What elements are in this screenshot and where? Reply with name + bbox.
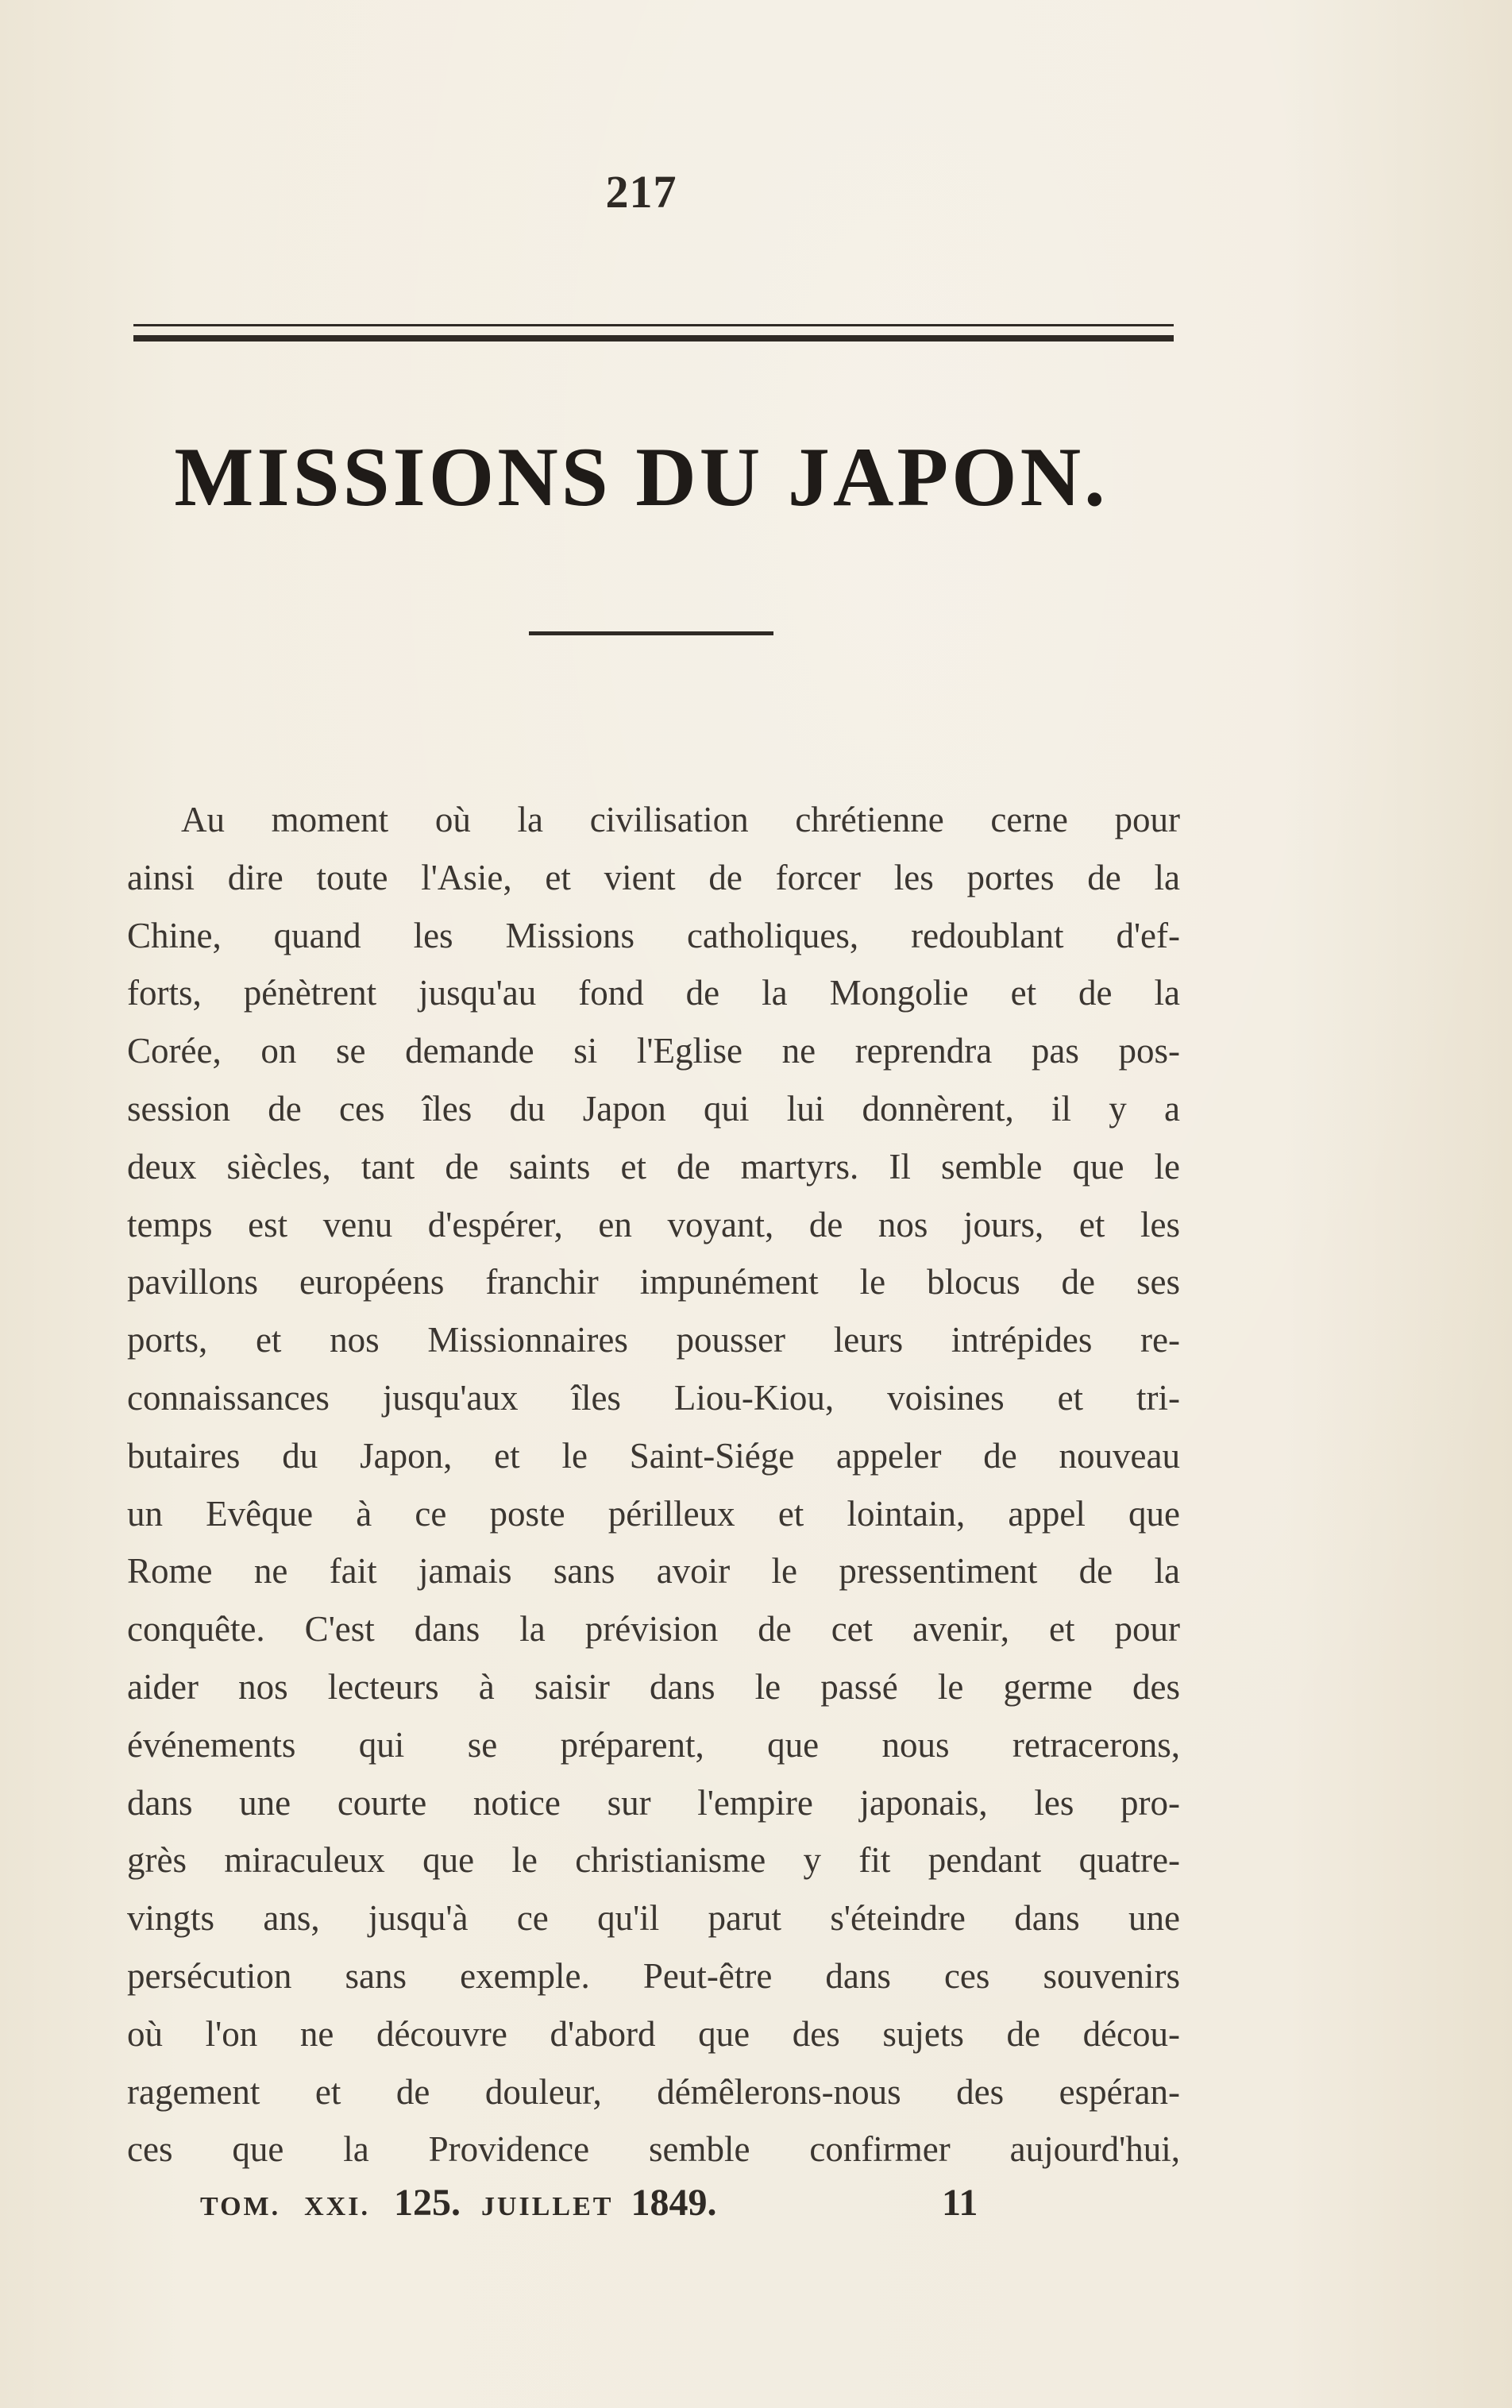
body-line: où l'on ne découvre d'abord que des sujets de décou- (127, 2013, 1180, 2054)
page-number: 217 (605, 166, 677, 218)
body-line: ces que la Providence semble confirmer aujourd'hui, (127, 2129, 1180, 2170)
body-line: session de ces îles du Japon qui lui donnèrent, il y a (127, 1088, 1180, 1129)
body-line: un Evêque à ce poste périlleux et lointain, appel que (127, 1493, 1180, 1534)
body-line: Corée, on se demande si l'Eglise ne reprendra pas pos- (127, 1031, 1180, 1071)
header-rule-thick (133, 335, 1174, 342)
body-line: connaissances jusqu'aux îles Liou-Kiou, voisines et tri- (127, 1377, 1180, 1418)
body-line: temps est venu d'espérer, en voyant, de nos jours, et les (127, 1204, 1180, 1245)
body-paragraph (127, 791, 1180, 2178)
footer-year: 1849. (631, 2182, 717, 2224)
body-line: Chine, quand les Missions catholiques, redoublant d'ef- (127, 915, 1180, 955)
body-line: ainsi dire toute l'Asie, et vient de forcer les portes de la (127, 857, 1180, 897)
page-footer (200, 2181, 994, 2225)
header-rule-thin (133, 324, 1174, 326)
chapter-title: MISSIONS DU JAPON. (174, 430, 1109, 523)
body-line: deux siècles, tant de saints et de martyrs. Il semble que le (127, 1146, 1180, 1187)
body-line: Au moment où la civilisation chrétienne cerne pour (181, 800, 1180, 839)
title-separator-rule (529, 631, 773, 635)
body-line: ports, et nos Missionnaires pousser leurs intrépides re- (127, 1320, 1180, 1360)
body-line: persécution sans exemple. Peut-être dans ces souvenirs (127, 1955, 1180, 1996)
body-line: forts, pénètrent jusqu'au fond de la Mongolie et de la (127, 973, 1180, 1013)
body-line: événements qui se préparent, que nous retracerons, (127, 1724, 1180, 1765)
footer-issue: 125. (393, 2182, 461, 2224)
body-line: conquête. C'est dans la prévision de cet avenir, et pour (127, 1609, 1180, 1650)
body-line: Rome ne fait jamais sans avoir le pressentiment de la (127, 1551, 1180, 1592)
body-line: ragement et de douleur, démêlerons-nous des espéran- (127, 2071, 1180, 2112)
body-line: vingts ans, jusqu'à ce qu'il parut s'éteindre dans une (127, 1898, 1180, 1939)
body-line: dans une courte notice sur l'empire japonais, les pro- (127, 1782, 1180, 1823)
body-line: butaires du Japon, et le Saint-Siége appeler de nouveau (127, 1435, 1180, 1476)
body-line: pavillons européens franchir impunément le blocus de ses (127, 1262, 1180, 1302)
body-line: grès miraculeux que le christianisme y fit pendant quatre- (127, 1840, 1180, 1881)
header-double-rule (133, 321, 1174, 346)
body-line: aider nos lecteurs à saisir dans le passé le germe des (127, 1666, 1180, 1707)
footer-tom: TOM. (200, 2192, 281, 2221)
footer-signature: 11 (942, 2182, 978, 2224)
footer-month: JUILLET (480, 2192, 614, 2221)
footer-volume: XXI. (304, 2192, 370, 2221)
